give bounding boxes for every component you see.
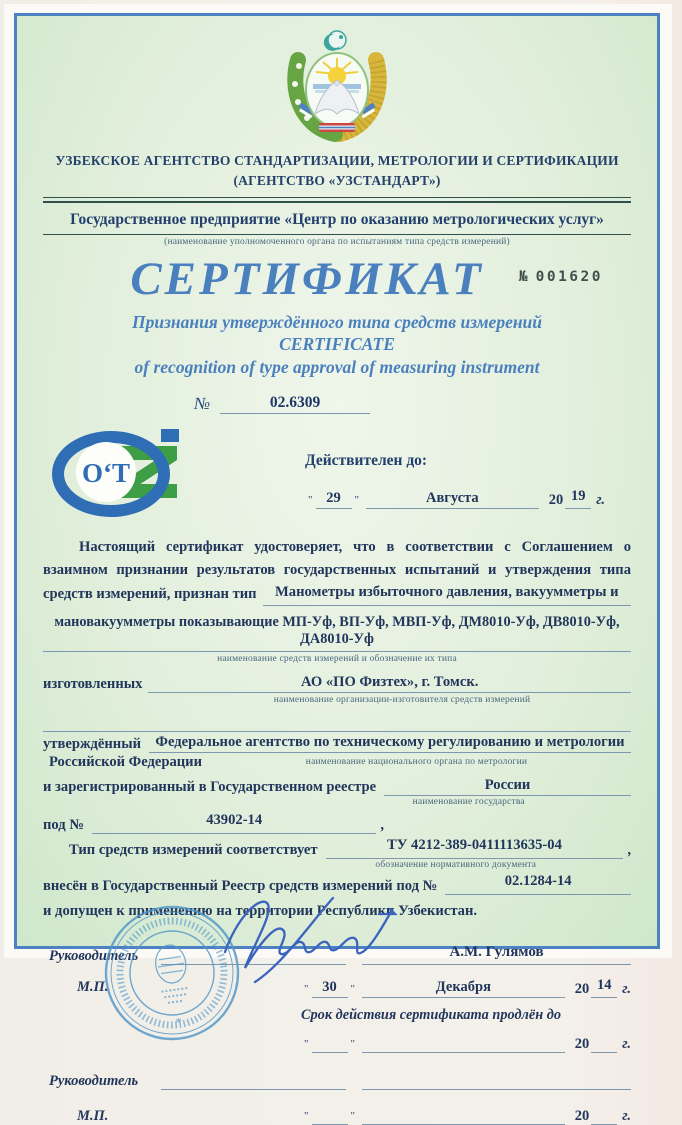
close-quote: " xyxy=(354,494,359,507)
certificate-content xyxy=(17,16,657,1124)
approved-row xyxy=(43,734,631,753)
serial-number xyxy=(519,269,603,285)
prolong-label: Срок действия сертификата продлён до xyxy=(301,1006,561,1023)
head-signature-row-1 xyxy=(43,944,631,965)
close-quote: " xyxy=(350,1037,355,1050)
head-label-1: Руководитель xyxy=(49,947,139,964)
subtitle-en1: CERTIFICATE xyxy=(279,334,395,355)
signature-block-1 xyxy=(43,944,631,1053)
certificate-frame xyxy=(14,13,660,1124)
issue-month: Декабря xyxy=(362,979,565,998)
under-number-label: под № xyxy=(43,816,84,833)
certificate-title: СЕРТИФИКАТ xyxy=(130,253,484,306)
open-quote: " xyxy=(304,1109,309,1122)
mp-row-2 xyxy=(43,1108,631,1125)
registered-row xyxy=(43,777,631,796)
registry-number-text: 43902-14 xyxy=(206,811,263,828)
manufacturer-row xyxy=(43,674,631,693)
paragraph-line3 xyxy=(43,581,631,606)
emblem-wrap xyxy=(43,28,631,147)
entered-registry-label: внесён в Государственный Реестр средств измерений под № xyxy=(43,877,438,894)
normative-doc-value xyxy=(326,836,624,859)
approved-label: утверждённый xyxy=(43,735,142,752)
issue-day: 30 xyxy=(312,979,348,998)
validity-block xyxy=(305,452,605,524)
prolong-month-blank xyxy=(362,1051,565,1053)
head-signature-row-2 xyxy=(43,1073,631,1090)
signature-block-2 xyxy=(43,1073,631,1125)
org-caption: (наименование уполномоченного органа по испытаниям типа средств измерений) xyxy=(164,237,510,248)
valid-year xyxy=(565,490,591,509)
serial-number-sign: № xyxy=(518,269,528,286)
issue-century: 20 xyxy=(574,980,590,997)
date-column-2 xyxy=(301,1108,631,1125)
valid-year-suffix: г. xyxy=(596,492,605,509)
manufacturer-value: АО «ПО Физтех», г. Томск. xyxy=(148,674,631,693)
approved-agency-value: Федеральное агентство по техническому регулированию и метрологии xyxy=(149,734,631,753)
open-quote: " xyxy=(304,982,309,995)
approved-agency-value2: Российской Федерации xyxy=(49,753,202,770)
prolong-year-suffix: г. xyxy=(622,1035,631,1052)
manufactured-label: изготовленных xyxy=(43,675,143,692)
thin-rule xyxy=(43,234,631,235)
prolong-century: 20 xyxy=(574,1035,590,1052)
normative-doc-text: ТУ 4212-389-0411113635-04 xyxy=(386,836,562,853)
valid-day: 29 xyxy=(316,490,352,509)
org-name: Государственное предприятие «Центр по оказанию метрологических услуг» xyxy=(70,211,604,229)
title-row xyxy=(43,249,631,311)
close-quote: " xyxy=(350,1109,355,1122)
registry-number-row xyxy=(43,811,385,834)
scanned-paper xyxy=(4,4,672,1124)
registered-label: и зарегистрированный в Государственном реестре xyxy=(43,778,377,795)
allowed-text: и допущен к применению на территории Республики Узбекистан. xyxy=(43,902,478,919)
valid-until-label: Действителен до: xyxy=(305,452,428,470)
blank-ruled-line xyxy=(43,719,631,732)
cert-number-value: 02.6309 xyxy=(220,394,370,414)
subtitle-en2: of recognition of type approval of measuring instrument xyxy=(134,356,540,377)
blank-century: 20 xyxy=(574,1107,590,1124)
signature-line-1 xyxy=(161,950,346,965)
issue-date-row xyxy=(301,976,631,998)
cert-number-label: № xyxy=(193,394,211,414)
instrument-type-value-1: Манометры избыточного давления, вакуумметры и xyxy=(263,581,631,606)
close-quote: " xyxy=(350,982,355,995)
paragraph-line1: Настоящий сертификат удостоверяет, что в соответствии с Соглашением о xyxy=(79,539,631,556)
open-quote: " xyxy=(308,494,313,507)
comma-2: , xyxy=(627,841,631,858)
head-name: А.М. Гулямов xyxy=(362,944,631,965)
type-corresponds-label: Тип средств измерений соответствует xyxy=(69,841,318,858)
seal-star: * xyxy=(174,1014,184,1030)
paragraph-line2: взаимном признании результатов государственных испытаний и утверждения типа xyxy=(43,561,631,578)
valid-month: Августа xyxy=(366,490,539,509)
prolong-date-row xyxy=(301,1036,631,1053)
comma-1: , xyxy=(380,816,385,833)
mp-label-1: М.П. xyxy=(77,978,109,995)
blank-date-row xyxy=(301,1108,631,1125)
date-column-1 xyxy=(301,976,631,1053)
subtitle-ru: Признания утверждённого типа средств измерений xyxy=(131,312,543,333)
prolong-year-blank xyxy=(591,1051,617,1053)
uzbekistan-emblem-icon xyxy=(279,28,395,142)
registry-number-value xyxy=(92,811,376,834)
mp-row-1 xyxy=(43,976,631,1053)
logo-text: O‘T xyxy=(81,458,131,489)
head-label-2: Руководитель xyxy=(49,1072,139,1089)
instrument-type-caption: наименование средств измерений и обозначение их типа xyxy=(217,653,457,664)
blank-year-suffix: г. xyxy=(622,1107,631,1124)
valid-year-value: 19 xyxy=(570,488,586,505)
approved-caption: наименование национального органа по метрологии xyxy=(305,756,528,767)
serial-number-value: 001620 xyxy=(535,269,603,286)
uzstandard-ot-logo-icon xyxy=(49,422,201,524)
agency-header xyxy=(43,151,631,190)
normative-doc-caption: обозначение нормативного документа xyxy=(375,859,537,870)
signature-line-2 xyxy=(161,1075,346,1090)
state-registry-value xyxy=(445,872,631,895)
instrument-type-value-2: мановакуумметры показывающие МП-Уф, ВП-Уф, МВП-Уф, ДМ8010-Уф, ДВ8010-Уф, ДА8010-Уф xyxy=(43,614,631,652)
issue-year-value: 14 xyxy=(596,976,612,993)
registered-caption: наименование государства xyxy=(412,796,525,807)
agency-line1: УЗБЕКСКОЕ АГЕНТСТВО СТАНДАРТИЗАЦИИ, МЕТРОЛОГИИ И СЕРТИФИКАЦИИ xyxy=(55,153,619,168)
manufacturer-caption: наименование организации-изготовителя средств измерений xyxy=(273,694,531,705)
issue-year xyxy=(591,976,617,998)
double-rule xyxy=(43,197,631,203)
approved-row2 xyxy=(43,754,631,771)
logo-validity-row xyxy=(43,422,631,524)
state-registry-row xyxy=(43,872,631,895)
main-paragraph xyxy=(43,536,631,606)
agency-line2: (АГЕНТСТВО «УЗСТАНДАРТ») xyxy=(233,172,441,188)
state-registry-text: 02.1284-14 xyxy=(504,872,572,889)
mp-label-2: М.П. xyxy=(77,1107,109,1124)
valid-until-date xyxy=(305,490,605,509)
open-quote: " xyxy=(304,1037,309,1050)
normative-doc-row xyxy=(43,836,631,859)
type-recognized-label: средств измерений, признан тип xyxy=(43,586,257,603)
valid-century: 20 xyxy=(548,492,564,509)
registered-country-value: России xyxy=(384,777,631,796)
issue-year-suffix: г. xyxy=(622,980,631,997)
cert-number-row xyxy=(0,394,576,414)
prolong-day-blank xyxy=(312,1051,348,1053)
name-line-blank xyxy=(362,1086,631,1090)
